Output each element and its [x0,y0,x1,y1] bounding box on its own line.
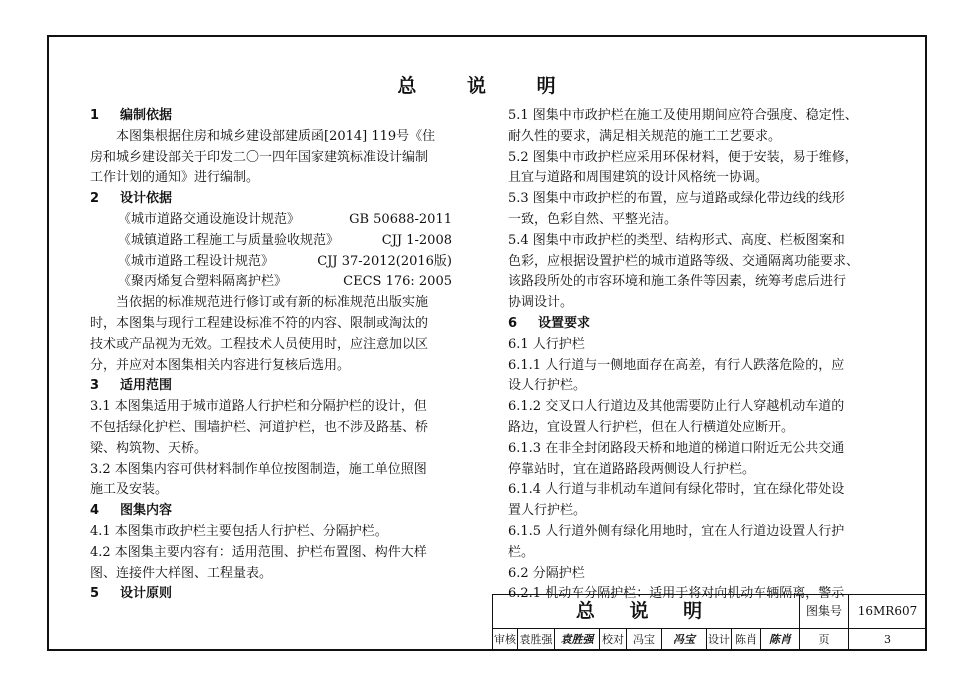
right-column [508,106,878,605]
page-title: 总 说 明 [397,75,578,97]
text-line: 5.3 图集中市政护栏的布置，应与道路或绿化带边线的线形 [508,191,845,207]
standard-reference [90,272,456,293]
text-line: 停靠站时，宜在道路路段两侧设人行护栏。 [508,461,756,477]
design-signature: 陈肖 [761,629,800,650]
standard-name: 《城镇道路工程施工与质量验收规范》 [118,232,340,248]
check-label: 校对 [600,629,627,650]
title-block-name: 总 说 明 [493,595,800,628]
text-line: 6.2 分隔护栏 [508,565,585,581]
section-title: 设计依据 [120,191,173,207]
section-title: 适用范围 [120,378,173,394]
standard-reference [90,252,456,273]
text-line: 本图集根据住房和城乡建设部建质函[2014] 119号《住 [116,128,436,144]
text-line: 当依据的标准规范进行修订或有新的标准规范出版实施 [116,295,429,311]
text-line: 图、连接件大样图、工程量表。 [90,565,273,581]
text-line: 工作计划的通知》进行编制。 [90,170,260,186]
review-signature: 袁胜强 [555,629,600,650]
design-label: 设计 [707,629,732,650]
text-line: 6.1.3 在非全封闭路段天桥和地道的梯道口附近无公共交通 [508,440,845,456]
page-label: 页 [800,629,849,650]
text-line: 房和城乡建设部关于印发二〇一四年国家建筑标准设计编制 [90,149,429,165]
text-line: 4.2 本图集主要内容有：适用范围、护栏布置图、构件大样 [90,544,427,560]
check-signature: 冯宝 [662,629,707,650]
text-line: 4.1 本图集市政护栏主要包括人行护栏、分隔护栏。 [90,523,388,539]
text-line: 置人行护栏。 [508,503,587,519]
section-title: 编制依据 [120,108,173,123]
section-number: 5 [90,586,100,602]
standard-code: CJJ 37-2012(2016版) [317,253,452,269]
text-line: 6.1.2 交叉口人行道边及其他需要防止行人穿越机动车道的 [508,399,845,415]
section-heading [90,376,456,397]
text-line: 5.4 图集中市政护栏的类型、结构形式、高度、栏板图案和 [508,232,845,248]
standard-code: CJJ 1-2008 [381,232,452,248]
text-line: 梁、构筑物、天桥。 [90,440,208,456]
text-line: 6.2.1 机动车分隔护栏：适用于将对向机动车辆隔离，警示 [508,586,845,602]
text-line: 5.2 图集中市政护栏应采用环保材料，便于安装，易于维修， [508,149,858,165]
section-number: 2 [90,191,100,207]
text-line: 6.1.4 人行道与非机动车道间有绿化带时，宜在绿化带处设 [508,482,845,498]
text-line: 3.2 本图集内容可供材料制作单位按图制造，施工单位照图 [90,461,427,477]
text-line: 6.1 人行护栏 [508,336,585,352]
standard-reference [90,231,456,252]
text-line: 3.1 本图集适用于城市道路人行护栏和分隔护栏的设计，但 [90,399,427,415]
section-number: 6 [508,315,518,331]
standard-name: 《聚丙烯复合塑料隔离护栏》 [118,274,288,290]
review-label: 审核 [493,629,518,650]
text-line: 路边，宜设置人行护栏，但在人行横道处应断开。 [508,419,795,435]
standard-name: 《城市道路交通设施设计规范》 [118,211,301,227]
section-number: 3 [90,378,100,394]
text-line: 该路段所处的市容环境和施工条件等因素，统筹考虑后进行 [508,274,847,290]
text-line: 5.1 图集中市政护栏在施工及使用期间应符合强度、稳定性、 [508,108,858,123]
standard-reference [90,210,456,231]
page-number: 3 [884,633,891,646]
standard-code: GB 50688-2011 [349,211,452,227]
section-heading [90,584,456,605]
text-line: 施工及安装。 [90,482,169,498]
section-heading [90,189,456,210]
section-title: 设计原则 [120,586,173,602]
section-number: 1 [90,108,100,123]
text-line: 耐久性的要求，满足相关规范的施工工艺要求。 [508,128,782,144]
check-name: 冯宝 [627,629,662,650]
title-block [492,594,925,649]
section-heading [90,501,456,522]
text-line: 栏。 [508,544,535,560]
section-number: 4 [90,503,100,519]
text-line: 6.1.5 人行道外侧有绿化用地时，宜在人行道边设置人行护 [508,523,845,539]
section-title: 图集内容 [120,503,173,519]
text-line: 技术或产品视为无效。工程技术人员使用时，应注意加以区 [90,336,429,352]
design-name: 陈肖 [732,629,761,650]
atlas-number: 16MR607 [857,604,918,618]
text-line: 不包括绿化护栏、围墙护栏、河道护栏，也不涉及路基、桥 [90,419,429,435]
section-heading [508,314,878,335]
text-line: 设人行护栏。 [508,378,587,394]
left-column [90,106,456,605]
text-line: 色彩，应根据设置护栏的城市道路等级、交通隔离功能要求、 [508,253,860,269]
text-line: 协调设计。 [508,295,574,311]
text-line: 6.1.1 人行道与一侧地面存在高差，有行人跌落危险的，应 [508,357,845,373]
section-title: 设置要求 [538,315,591,331]
text-line: 分，并应对本图集相关内容进行复核后选用。 [90,357,351,373]
section-heading [90,106,456,127]
standard-name: 《城市道路工程设计规范》 [118,253,275,269]
text-line: 一致，色彩自然、平整光洁。 [508,211,678,227]
standard-code: CECS 176: 2005 [343,274,452,290]
text-line: 时，本图集与现行工程建设标准不符的内容、限制或淘汰的 [90,315,429,331]
review-name: 袁胜强 [518,629,555,650]
atlas-label: 图集号 [800,595,849,628]
text-line: 且宜与道路和周围建筑的设计风格统一协调。 [508,170,769,186]
